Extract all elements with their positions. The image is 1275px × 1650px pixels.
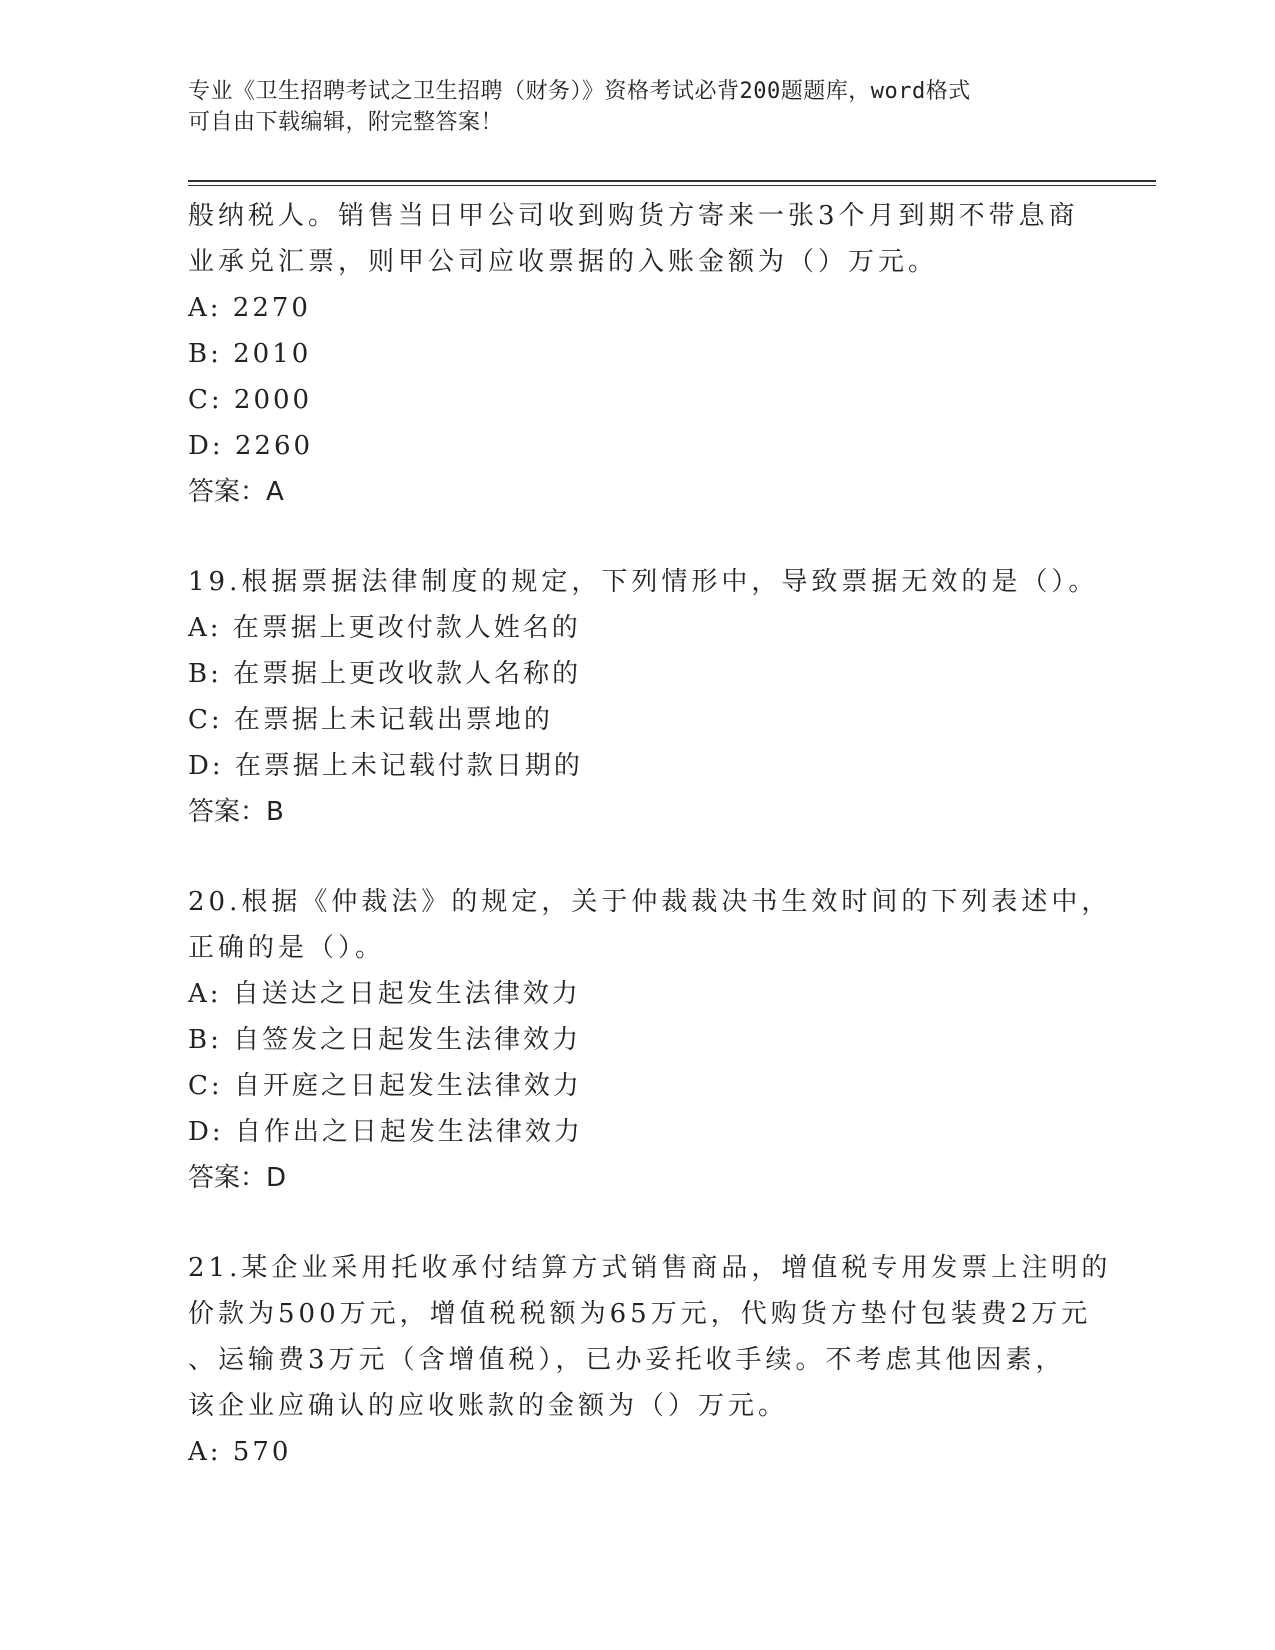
option-c: C: 在票据上未记载出票地的 [188,705,553,735]
question-text-line: 、运输费3万元（含增值税），已办妥托收手续。不考虑其他因素， [188,1345,1066,1375]
question-text-line: 正确的是（）。 [188,933,386,963]
option-c: C: 自开庭之日起发生法律效力 [188,1071,582,1101]
spacer [188,515,1088,559]
option-d: D: 自作出之日起发生法律效力 [188,1117,583,1147]
option-a: A: 570 [188,1437,292,1467]
answer-line: 答案：A [188,477,284,507]
option-b: B: 在票据上更改收款人名称的 [188,659,582,689]
question-18 [188,193,1088,515]
header-line-2: 可自由下载编辑，附完整答案！ [188,110,504,135]
header-rule-thick [188,180,1156,182]
spacer [188,835,1088,879]
option-b: B: 2010 [188,339,312,369]
option-b: B: 自签发之日起发生法律效力 [188,1025,582,1055]
question-text-line: 业承兑汇票，则甲公司应收票据的入账金额为（）万元。 [188,247,939,277]
option-a: A: 2270 [188,293,311,323]
option-a: A: 自送达之日起发生法律效力 [188,979,581,1009]
answer-line: 答案：B [188,797,284,827]
question-text-line: 20.根据《仲裁法》的规定，关于仲裁裁决书生效时间的下列表述中， [188,887,1112,917]
spacer [188,1201,1088,1245]
question-text-line: 般纳税人。销售当日甲公司收到购货方寄来一张3个月到期不带息商 [188,201,1079,231]
question-21 [188,1245,1112,1475]
question-text-line: 19.根据票据法律制度的规定，下列情形中，导致票据无效的是（）。 [188,567,1099,597]
question-content [188,193,1112,1475]
header-line-1: 专业《卫生招聘考试之卫生招聘（财务）》资格考试必背200题题库，word格式 [188,79,971,104]
question-text-line: 价款为500万元，增值税税额为65万元，代购货方垫付包装费2万元 [188,1299,1092,1329]
option-d: D: 2260 [188,431,314,461]
question-20 [188,879,1112,1201]
option-d: D: 在票据上未记载付款日期的 [188,751,583,781]
option-c: C: 2000 [188,385,313,415]
header-rule-thin [188,185,1156,186]
question-19 [188,559,1099,835]
question-text-line: 该企业应确认的应收账款的金额为（）万元。 [188,1391,789,1421]
document-header [188,76,1068,138]
question-text-line: 21.某企业采用托收承付结算方式销售商品，增值税专用发票上注明的 [188,1253,1112,1283]
option-a: A: 在票据上更改付款人姓名的 [188,613,581,643]
answer-line: 答案：D [188,1163,287,1193]
